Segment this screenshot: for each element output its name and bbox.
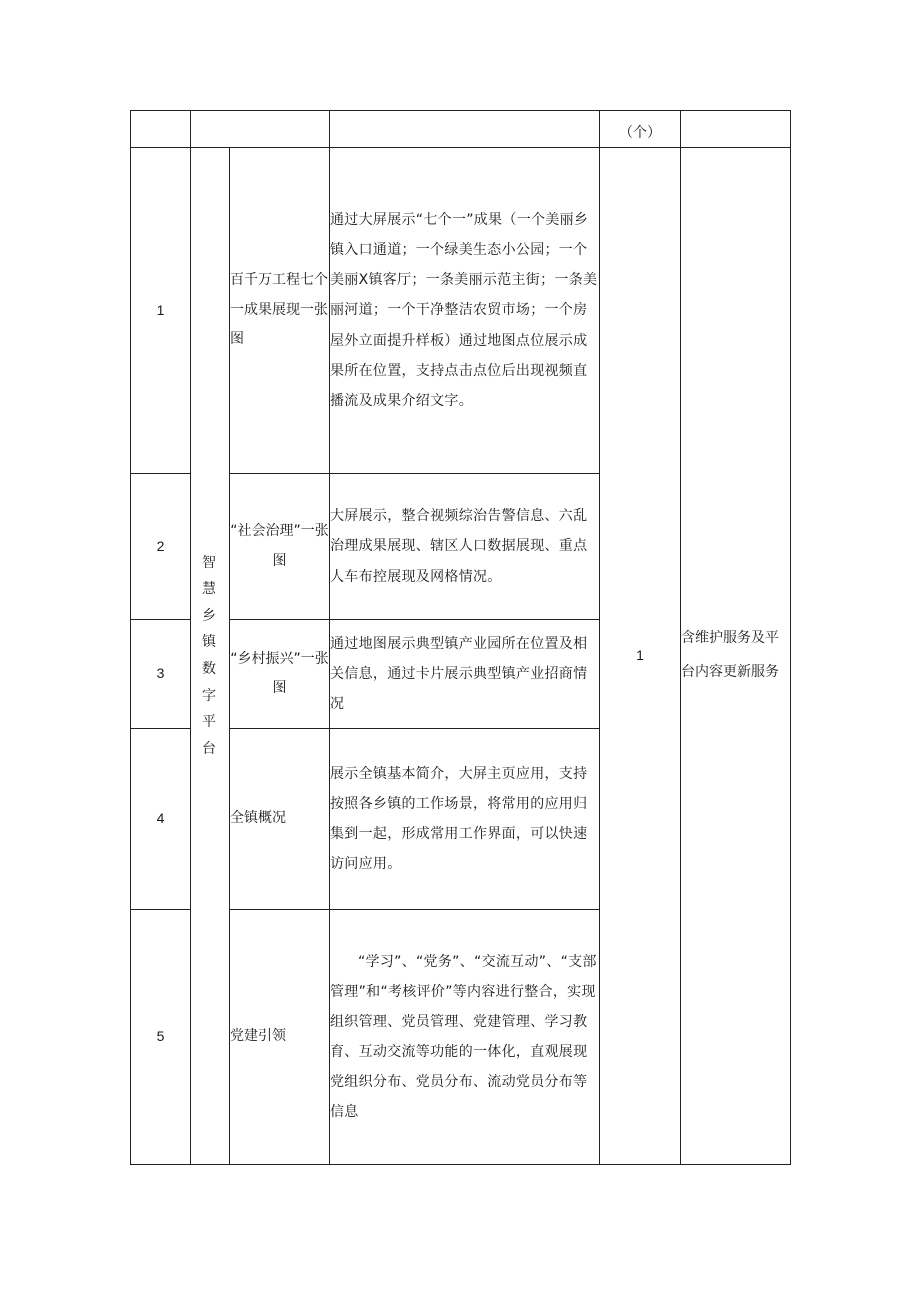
- item-description: 通过地图展示典型镇产业园所在位置及相关信息，通过卡片展示典型镇产业招商情况: [330, 635, 588, 713]
- row-number: 4: [131, 729, 191, 910]
- item-description: 通过大屏展示“七个一”成果（一个美丽乡镇入口通道；一个绿美生态小公园；一个美丽X镇客厅；一条美丽示范主街；一条美丽河道；一个干净整洁农贸市场；一个房屋外立面提升样板）通过地图点位展示成果所在位置，支持点击点位后出现视频直播流及成果介绍文字。: [330, 212, 598, 409]
- item-name: 全镇概况: [230, 810, 286, 827]
- item-description-cell: [330, 910, 600, 1165]
- item-description-cell: [330, 474, 600, 620]
- row-number: 2: [131, 474, 191, 620]
- item-name: 党建引领: [230, 1028, 286, 1045]
- note-cell: [681, 148, 791, 1165]
- item-description-cell: [330, 620, 600, 729]
- header-num-cell: [131, 111, 191, 148]
- item-description-cell: [330, 729, 600, 910]
- header-note-cell: [681, 111, 791, 148]
- category-label: 智慧乡镇数字平台: [202, 554, 218, 757]
- item-name-cell: [230, 620, 330, 729]
- item-name: “乡村振兴”一张图: [230, 650, 329, 696]
- item-name: 百千万工程七个一成果展现一张图: [230, 272, 328, 348]
- quantity-cell: 1: [600, 148, 681, 1165]
- row-number: 3: [131, 620, 191, 729]
- header-description-cell: [330, 111, 600, 148]
- item-name-cell: [230, 148, 330, 474]
- table-header-row: [131, 111, 791, 148]
- row-number: 5: [131, 910, 191, 1165]
- row-number: 1: [131, 148, 191, 474]
- item-name-cell: [230, 729, 330, 910]
- header-unit-cell: （个）: [600, 111, 681, 148]
- item-description: 大屏展示，整合视频综治告警信息、六乱治理成果展现、辖区人口数据展现、重点人车布控展现及网格情况。: [330, 508, 588, 585]
- table-row: [131, 148, 791, 474]
- note-text: 含维护服务及平台内容更新服务: [681, 630, 779, 680]
- item-name: “社会治理”一张图: [230, 523, 329, 569]
- item-description: 展示全镇基本简介，大屏主页应用，支持按照各乡镇的工作场景，将常用的应用归集到一起，形成常用工作界面，可以快速访问应用。: [330, 765, 588, 873]
- item-name-cell: [230, 474, 330, 620]
- category-cell: [191, 148, 230, 1165]
- header-category-cell: [191, 111, 330, 148]
- spec-table: [130, 110, 791, 1165]
- item-description: “学习”、“党务”、“交流互动”、“支部管理”和“考核评价”等内容进行整合，实现组织管理、党员管理、党建管理、学习教育、互动交流等功能的一体化，直观展现党组织分布、党员分布、流动党员分布等信息: [330, 953, 597, 1121]
- item-name-cell: [230, 910, 330, 1165]
- item-description-cell: [330, 148, 600, 474]
